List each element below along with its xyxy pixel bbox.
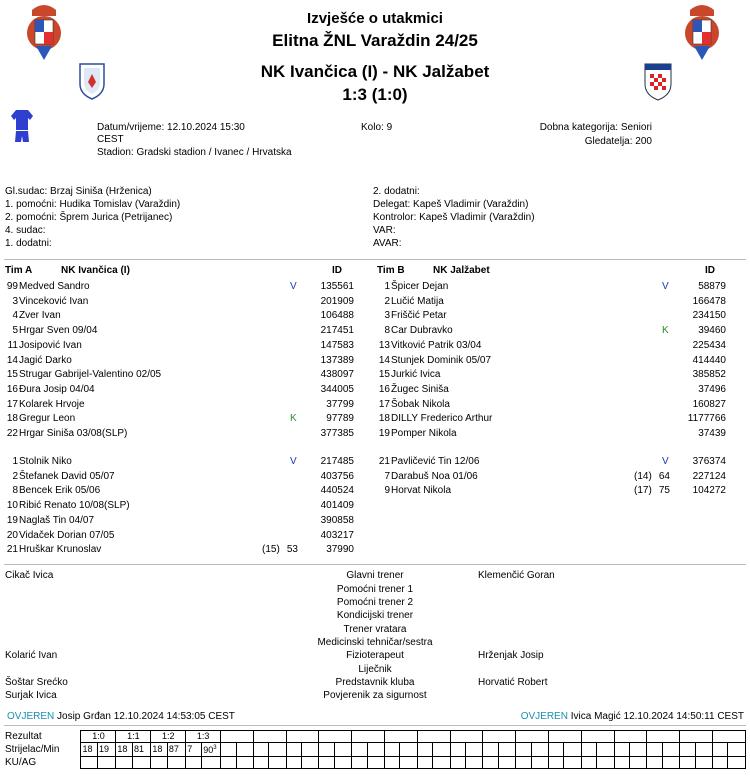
result-cell: 1:2 xyxy=(151,731,186,743)
official-line: 2. dodatni: xyxy=(373,186,420,197)
scorer-row xyxy=(4,743,746,757)
player-id: 201909 xyxy=(320,295,354,307)
player-id: 377385 xyxy=(320,428,354,439)
scorer-min xyxy=(334,743,351,757)
result-cell: 1:1 xyxy=(116,731,151,743)
result-cell xyxy=(450,731,483,743)
staff-role: Glavni trener xyxy=(346,570,404,581)
ku-cell xyxy=(186,757,202,769)
player-name: Strugar Gabrijel-Valentino 02/05 xyxy=(19,369,162,381)
player-name: DILLY Frederico Arthur xyxy=(391,413,493,425)
ku-cell xyxy=(269,757,286,769)
ku-cell xyxy=(498,757,515,769)
result-cell xyxy=(253,731,286,743)
scorer-extra-time: 3 xyxy=(213,745,217,751)
player-number: 11 xyxy=(7,339,18,351)
player-name: Friščić Petar xyxy=(391,310,447,322)
result-cell xyxy=(483,731,516,743)
official-line: Delegat: Kapeš Vladimir (Varaždin) xyxy=(373,199,529,210)
player-number: 5 xyxy=(12,325,18,337)
ku-cell xyxy=(433,757,450,769)
player-name: Car Dubravko xyxy=(391,325,453,337)
scorer-min xyxy=(630,743,647,757)
official-line: Kontrolor: Kapeš Vladimir (Varaždin) xyxy=(373,212,535,223)
ku-cell xyxy=(417,757,433,769)
scorer-min xyxy=(433,743,450,757)
official-line: 2. pomoćni: Šprem Jurica (Petrijanec) xyxy=(5,212,173,223)
scorer-no xyxy=(384,743,400,757)
staff-role: Povjerenik za sigurnost xyxy=(323,690,427,701)
verified-by: Ivica Magić 12.10.2024 14:50:11 CEST xyxy=(570,711,744,722)
staff-team-a: Surjak Ivica xyxy=(5,690,57,701)
staff-role: Trener vratara xyxy=(343,624,407,635)
player-name: Đura Josip 04/04 xyxy=(19,383,95,395)
ku-cell xyxy=(712,757,728,769)
match-datetime: Datum/vrijeme: 12.10.2024 15:30 xyxy=(97,122,245,133)
ku-cell xyxy=(728,757,746,769)
ku-cell xyxy=(531,757,548,769)
staff-role: Pomoćni trener 1 xyxy=(336,584,414,595)
result-cell xyxy=(614,731,647,743)
result-cell xyxy=(548,731,581,743)
player-id: 403756 xyxy=(320,470,354,482)
scorer-min xyxy=(367,743,384,757)
ku-cell xyxy=(581,757,597,769)
match-timezone: CEST xyxy=(97,134,124,145)
result-cell xyxy=(581,731,614,743)
verified-by: Josip Grđan 12.10.2024 14:53:05 CEST xyxy=(57,711,235,722)
ku-cell xyxy=(151,757,168,769)
scorer-min xyxy=(202,743,221,757)
result-cell xyxy=(417,731,450,743)
captain-mark: K xyxy=(662,325,669,337)
player-id: 104272 xyxy=(692,485,726,497)
player-number: 21 xyxy=(378,456,390,467)
player-number: 16 xyxy=(378,383,390,395)
player-name: Vidaček Dorian 07/05 xyxy=(19,529,115,541)
player-id: 37799 xyxy=(326,398,354,410)
player-name: Jagić Darko xyxy=(19,354,72,366)
official-line: 1. dodatni: xyxy=(5,238,52,249)
player-name: Jurkić Ivica xyxy=(391,369,441,381)
scorer-no xyxy=(253,743,269,757)
result-label: Rezultat xyxy=(5,731,42,742)
player-number: 18 xyxy=(6,413,18,425)
official-line: 1. pomoćni: Hudika Tomislav (Varaždin) xyxy=(5,199,181,210)
player-name: Šobak Nikola xyxy=(391,398,450,410)
result-table xyxy=(4,730,746,769)
team-b-id-header: ID xyxy=(705,265,715,276)
captain-mark: K xyxy=(290,413,297,425)
player-id: 217485 xyxy=(320,456,354,467)
player-number: 14 xyxy=(6,354,18,366)
player-id: 376374 xyxy=(692,456,726,467)
player-id: 166478 xyxy=(692,295,726,307)
staff-team-b: Hrženjak Josip xyxy=(478,650,544,661)
player-name: Stunjek Dominik 05/07 xyxy=(391,354,492,366)
spectators: Gledatelja: 200 xyxy=(584,136,652,147)
player-number: 8 xyxy=(12,485,18,497)
player-id: 225434 xyxy=(692,339,726,351)
ku-cell xyxy=(319,757,335,769)
ku-cell xyxy=(221,757,237,769)
verified-status: OVJEREN xyxy=(520,711,568,722)
player-id: 414440 xyxy=(692,354,726,366)
player-number: 17 xyxy=(378,398,390,410)
player-name: Bencek Erik 05/06 xyxy=(19,485,101,497)
staff-role: Kondicijski trener xyxy=(336,610,414,621)
player-id: 147583 xyxy=(320,339,354,351)
ku-cell xyxy=(516,757,532,769)
scorer-min xyxy=(236,743,253,757)
player-name: Hrgar Siniša 03/08(SLP) xyxy=(19,428,128,439)
player-name: Horvat Nikola xyxy=(391,485,452,497)
player-number: 19 xyxy=(378,428,390,439)
result-row xyxy=(4,731,746,743)
player-number: 4 xyxy=(12,310,18,322)
verification-right xyxy=(521,711,744,722)
player-name: Štefanek David 05/07 xyxy=(19,470,115,482)
ku-cell xyxy=(466,757,483,769)
player-id: 438097 xyxy=(320,369,354,381)
staff-team-a: Šoštar Srećko xyxy=(5,677,68,688)
match-title: NK Ivančica (I) - NK Jalžabet xyxy=(260,62,490,81)
player-number: 2 xyxy=(384,295,390,307)
result-cell: 1:0 xyxy=(81,731,116,743)
ku-cell xyxy=(334,757,351,769)
result-cell xyxy=(647,731,680,743)
scorer-no xyxy=(319,743,335,757)
player-number: 1 xyxy=(384,281,390,292)
player-number: 9 xyxy=(384,485,390,497)
sub-minute: 53 xyxy=(286,544,298,556)
sub-replaced: (14) xyxy=(634,470,652,482)
scorer-minute: 90 xyxy=(203,745,214,755)
scorer-min xyxy=(597,743,614,757)
player-number: 3 xyxy=(384,310,390,322)
scorer-no xyxy=(647,743,663,757)
player-id: 390858 xyxy=(320,514,354,526)
ku-cell xyxy=(647,757,663,769)
scorer-no xyxy=(712,743,728,757)
scorer-min xyxy=(662,743,679,757)
scorer-no xyxy=(516,743,532,757)
ku-cell xyxy=(384,757,400,769)
player-id: 440524 xyxy=(320,485,354,497)
official-line: VAR: xyxy=(373,225,396,236)
result-cell xyxy=(516,731,549,743)
ku-row xyxy=(4,757,746,769)
ku-cell xyxy=(236,757,253,769)
result-cell xyxy=(384,731,417,743)
player-number: 15 xyxy=(378,369,390,381)
staff-team-a: Kolarić Ivan xyxy=(5,650,58,661)
player-id: 37496 xyxy=(698,383,726,395)
ku-cell xyxy=(614,757,630,769)
scorer-no: 18 xyxy=(151,743,168,757)
player-name: Josipović Ivan xyxy=(19,339,82,351)
player-number: 17 xyxy=(6,398,18,410)
player-id: 1177766 xyxy=(687,413,726,425)
player-number: 7 xyxy=(384,470,390,482)
ku-cell xyxy=(483,757,499,769)
staff-team-b: Horvatić Robert xyxy=(478,677,548,688)
scorer-minute: 87 xyxy=(168,744,179,754)
ku-cell xyxy=(564,757,581,769)
player-name: Pomper Nikola xyxy=(391,428,457,439)
scorer-min xyxy=(564,743,581,757)
player-id: 160827 xyxy=(692,398,726,410)
player-id: 58879 xyxy=(698,281,726,292)
player-number: 20 xyxy=(6,529,18,541)
age-category: Dobna kategorija: Seniori xyxy=(539,122,652,133)
player-id: 344005 xyxy=(320,383,354,395)
player-number: 15 xyxy=(6,369,18,381)
player-name: Stolnik Niko xyxy=(19,456,72,467)
player-name: Medved Sandro xyxy=(19,281,90,292)
player-name: Vinceković Ivan xyxy=(19,295,89,307)
league-title: Elitna ŽNL Varaždin 24/25 xyxy=(272,31,478,50)
player-id: 234150 xyxy=(692,310,726,322)
divider xyxy=(4,259,746,260)
scorer-min xyxy=(531,743,548,757)
sub-minute: 64 xyxy=(658,470,670,482)
staff-role: Predstavnik kluba xyxy=(335,677,415,688)
scorer-no: 18 xyxy=(81,743,98,757)
player-name: Špicer Dejan xyxy=(391,281,449,292)
player-name: Kolarek Hrvoje xyxy=(19,398,85,410)
result-cell xyxy=(286,731,319,743)
player-id: 135561 xyxy=(320,281,354,292)
player-id: 137389 xyxy=(320,354,354,366)
player-name: Žugec Siniša xyxy=(391,383,449,395)
goalkeeper-mark: V xyxy=(290,281,297,292)
player-number: 16 xyxy=(6,383,18,395)
scorer-minute: 81 xyxy=(133,744,144,754)
result-cell xyxy=(680,731,713,743)
divider xyxy=(4,564,746,565)
ku-cell xyxy=(302,757,319,769)
team-a-id-header: ID xyxy=(332,265,342,276)
player-name: Zver Ivan xyxy=(19,310,61,322)
ku-cell xyxy=(286,757,302,769)
player-name: Lučić Matija xyxy=(391,295,444,307)
ku-cell xyxy=(98,757,116,769)
player-id: 217451 xyxy=(320,325,354,337)
scorer-no xyxy=(614,743,630,757)
player-name: Hrgar Sven 09/04 xyxy=(19,325,98,337)
result-cell xyxy=(319,731,352,743)
ku-cell xyxy=(450,757,466,769)
scorer-min xyxy=(167,743,185,757)
scorer-min xyxy=(98,743,116,757)
scorer-min xyxy=(269,743,286,757)
result-cell xyxy=(352,731,385,743)
result-cell xyxy=(221,731,254,743)
team-a-name: NK Ivančica (I) xyxy=(61,265,130,276)
goalkeeper-mark: V xyxy=(662,281,669,292)
staff-role: Liječnik xyxy=(358,664,392,675)
player-id: 401409 xyxy=(320,500,354,512)
ku-cell xyxy=(367,757,384,769)
scorer-label: Strijelac/Min xyxy=(5,744,60,755)
official-line: Gl.sudac: Brzaj Siniša (Hrženica) xyxy=(5,186,152,197)
sub-replaced: (15) xyxy=(262,544,280,556)
player-id: 403217 xyxy=(320,529,354,541)
player-name: Pavličević Tin 12/06 xyxy=(391,456,480,467)
match-stadium: Stadion: Gradski stadion / Ivanec / Hrvatska xyxy=(97,147,292,158)
scorer-no xyxy=(548,743,564,757)
sub-replaced: (17) xyxy=(634,485,652,497)
staff-team-a: Cikač Ivica xyxy=(5,570,54,581)
staff-role: Fizioterapeut xyxy=(346,650,404,661)
staff-role: Medicinski tehničar/sestra xyxy=(317,637,433,648)
player-name: Ribić Renato 10/08(SLP) xyxy=(19,500,130,512)
player-number: 3 xyxy=(12,295,18,307)
ku-label: KU/AG xyxy=(5,757,37,768)
scorer-no xyxy=(483,743,499,757)
scorer-no xyxy=(221,743,237,757)
player-number: 22 xyxy=(6,428,18,439)
scorer-min xyxy=(695,743,712,757)
player-number: 18 xyxy=(378,413,390,425)
player-number: 21 xyxy=(6,544,18,556)
staff-team-b: Klemenčić Goran xyxy=(478,570,555,581)
ku-cell xyxy=(116,757,133,769)
player-id: 385852 xyxy=(692,369,726,381)
player-id: 37990 xyxy=(326,544,354,556)
kit-icon xyxy=(10,108,34,148)
scorer-minute: 19 xyxy=(99,744,110,754)
scorer-no xyxy=(417,743,433,757)
goalkeeper-mark: V xyxy=(290,456,297,467)
player-name: Hruškar Krunoslav xyxy=(19,544,102,556)
player-name: Vitković Patrik 03/04 xyxy=(391,339,482,351)
result-cell xyxy=(712,731,745,743)
scorer-min xyxy=(498,743,515,757)
player-id: 97789 xyxy=(326,413,354,425)
scorer-no xyxy=(581,743,597,757)
player-number: 99 xyxy=(6,281,18,292)
ku-cell xyxy=(680,757,696,769)
scorer-no xyxy=(352,743,368,757)
player-number: 8 xyxy=(384,325,390,337)
ku-cell xyxy=(81,757,98,769)
player-id: 39460 xyxy=(698,325,726,337)
ku-cell xyxy=(662,757,679,769)
goalkeeper-mark: V xyxy=(662,456,669,467)
ku-cell xyxy=(630,757,647,769)
ku-cell xyxy=(253,757,269,769)
scorer-no: 18 xyxy=(116,743,133,757)
staff-role: Pomoćni trener 2 xyxy=(336,597,414,608)
official-line: AVAR: xyxy=(373,238,402,249)
team-b-name: NK Jalžabet xyxy=(433,265,490,276)
scorer-no xyxy=(450,743,466,757)
player-name: Darabuš Noa 01/06 xyxy=(391,470,478,482)
scorer-min xyxy=(466,743,483,757)
official-line: 4. sudac: xyxy=(5,225,46,236)
match-round: Kolo: 9 xyxy=(361,122,393,133)
player-number: 19 xyxy=(6,514,18,526)
player-number: 2 xyxy=(12,470,18,482)
player-name: Gregur Leon xyxy=(19,413,76,425)
ku-cell xyxy=(597,757,614,769)
scorer-no xyxy=(286,743,302,757)
divider xyxy=(4,725,746,726)
ku-cell xyxy=(695,757,712,769)
team-a-label: Tim A xyxy=(5,265,33,276)
ku-cell xyxy=(132,757,150,769)
ku-cell xyxy=(352,757,368,769)
scorer-min xyxy=(302,743,319,757)
player-name: Naglaš Tin 04/07 xyxy=(19,514,95,526)
scorer-no: 7 xyxy=(186,743,202,757)
ku-cell xyxy=(548,757,564,769)
verification-left xyxy=(7,711,235,722)
scorer-no xyxy=(680,743,696,757)
ku-cell xyxy=(167,757,185,769)
result-cell: 1:3 xyxy=(186,731,221,743)
player-id: 227124 xyxy=(692,470,726,482)
match-score: 1:3 (1:0) xyxy=(342,85,408,104)
player-number: 1 xyxy=(12,456,18,467)
player-number: 13 xyxy=(378,339,390,351)
player-id: 106488 xyxy=(320,310,354,322)
sub-minute: 75 xyxy=(658,485,670,497)
player-number: 10 xyxy=(6,500,18,512)
ku-cell xyxy=(202,757,221,769)
scorer-min xyxy=(132,743,150,757)
ku-cell xyxy=(400,757,417,769)
verified-status: OVJEREN xyxy=(7,711,55,722)
player-number: 14 xyxy=(378,354,390,366)
report-title: Izvješće o utakmici xyxy=(307,10,443,27)
team-b-label: Tim B xyxy=(377,265,405,276)
player-id: 37439 xyxy=(698,428,726,439)
scorer-min xyxy=(728,743,746,757)
scorer-min xyxy=(400,743,417,757)
